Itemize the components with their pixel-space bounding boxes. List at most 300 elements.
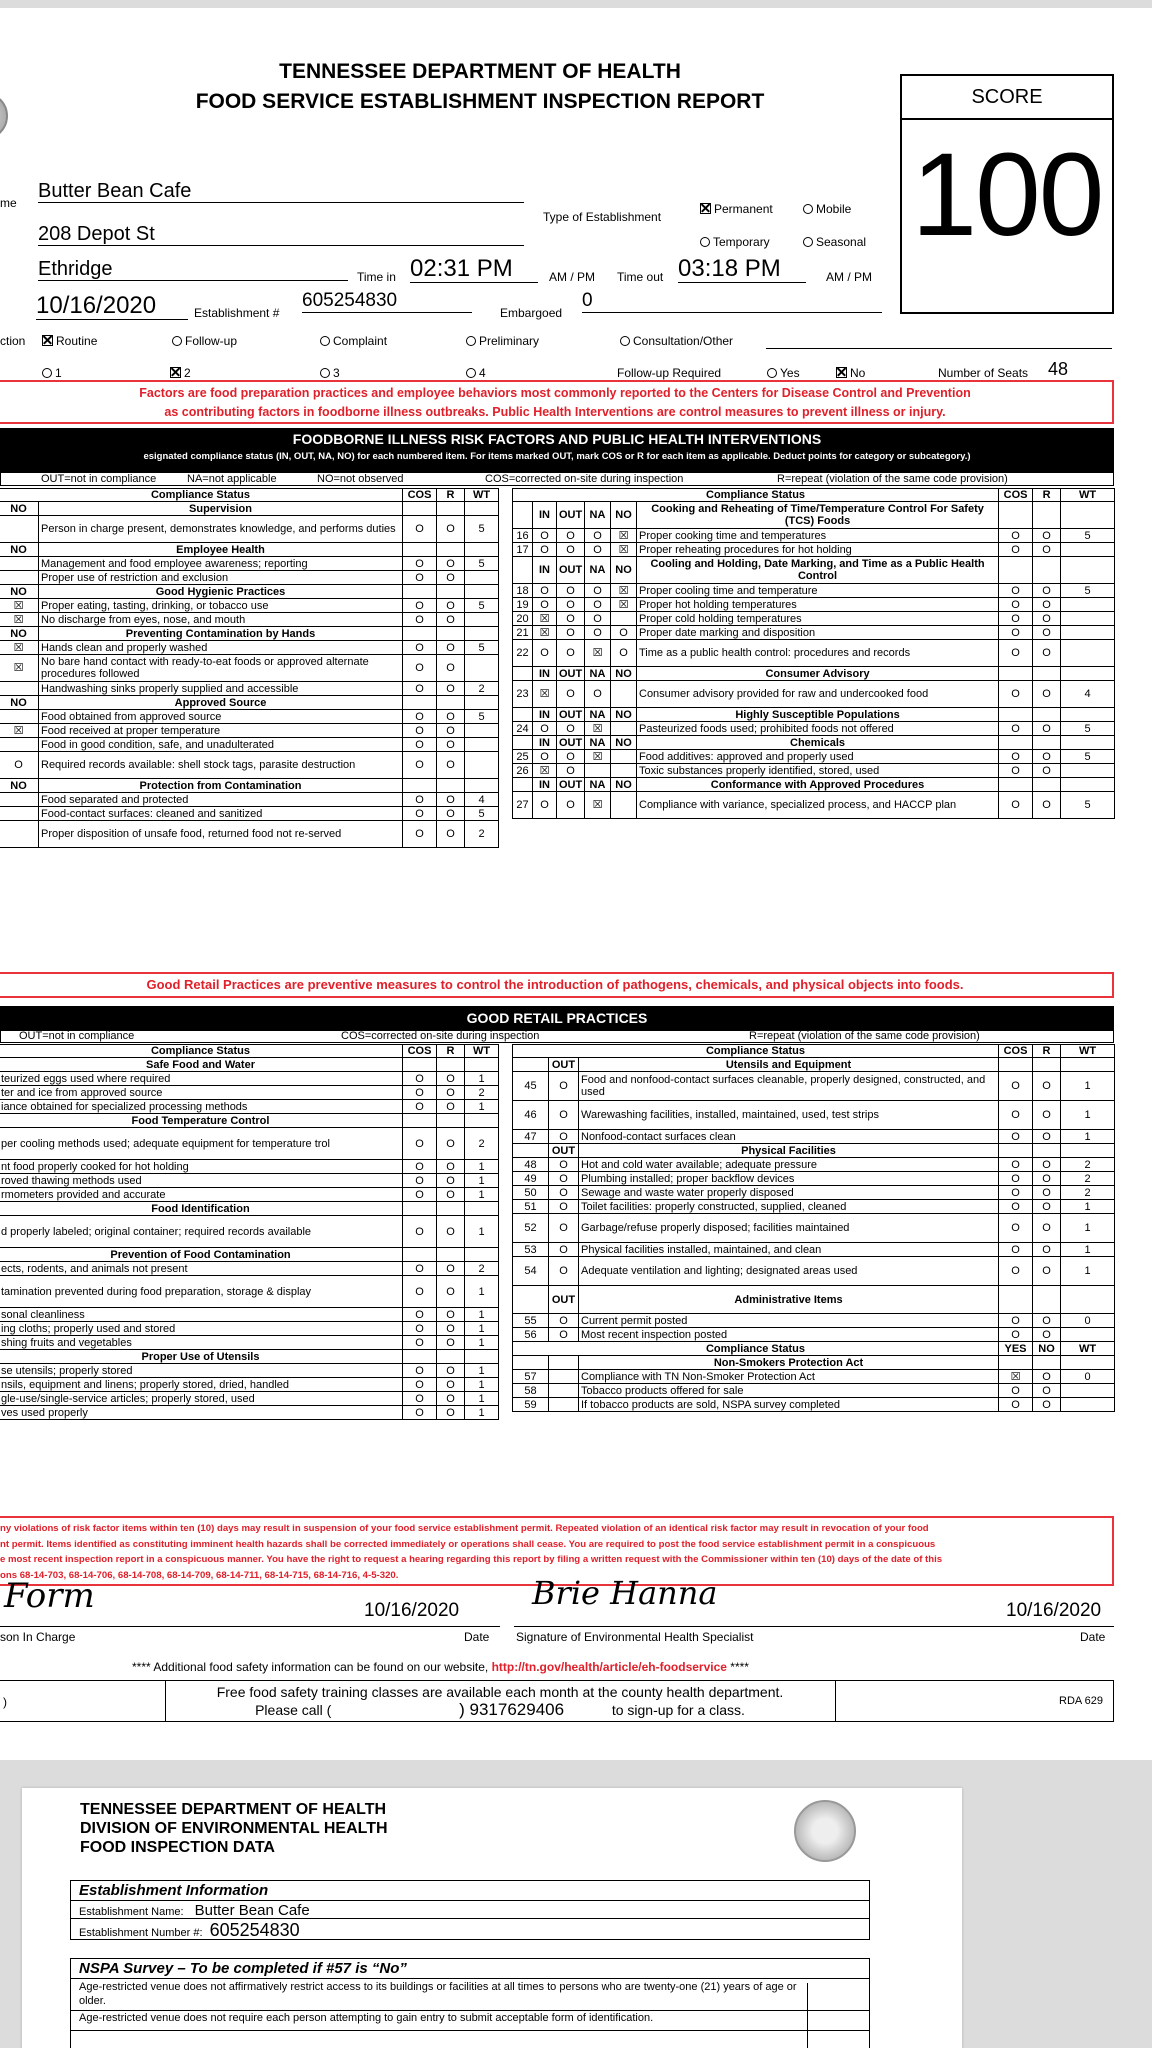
out-mark[interactable]: O [557, 722, 585, 736]
out-mark[interactable]: O [557, 640, 585, 667]
r-cell [437, 585, 465, 599]
purpose-routine[interactable] [42, 334, 97, 348]
item-number: 54 [513, 1257, 549, 1286]
out-mark[interactable]: O [549, 1158, 579, 1172]
cos-radio[interactable]: O [403, 1364, 437, 1378]
establishment-name-field[interactable]: Butter Bean Cafe [38, 180, 524, 203]
no-mark[interactable] [611, 612, 637, 626]
yes-mark[interactable]: O [999, 1384, 1033, 1398]
out-mark[interactable]: O [557, 792, 585, 819]
item-number: 56 [513, 1328, 549, 1342]
out-mark[interactable]: O [557, 750, 585, 764]
retail-legend-bar [0, 1030, 1114, 1043]
r-radio[interactable]: O [1033, 1158, 1061, 1172]
r-radio[interactable]: O [1033, 750, 1061, 764]
r-radio[interactable]: O [1033, 626, 1061, 640]
nspa-q2 [71, 2011, 869, 2031]
na-mark[interactable]: ☒ [585, 722, 611, 736]
r-radio[interactable]: O [437, 1322, 465, 1336]
no-mark[interactable] [611, 681, 637, 708]
person-in-charge-signature[interactable]: Form [4, 1576, 95, 1616]
cos-radio[interactable]: O [999, 1101, 1033, 1130]
status-mark[interactable] [0, 557, 39, 571]
item-description: Proper cooling time and temperature [637, 584, 999, 598]
status-mark[interactable] [0, 807, 39, 821]
cos-radio[interactable]: O [403, 1308, 437, 1322]
cos-radio[interactable]: O [403, 1100, 437, 1114]
table-row [0, 1072, 499, 1086]
r-radio[interactable]: O [437, 557, 465, 571]
status-mark[interactable]: ☒ [0, 655, 39, 682]
cos-radio[interactable]: O [403, 793, 437, 807]
section-title: Cooking and Reheating of Time/Temperature Control For Safety (TCS) Foods [637, 502, 999, 529]
cos-radio[interactable]: O [403, 557, 437, 571]
out-mark[interactable] [549, 1398, 579, 1412]
wt-cell [1061, 1286, 1115, 1314]
followup-yes[interactable] [767, 366, 800, 380]
r-radio[interactable]: O [1033, 1314, 1061, 1328]
item-description: Proper cooking time and temperatures [637, 529, 999, 543]
out-mark[interactable]: O [557, 529, 585, 543]
cos-radio[interactable]: O [403, 821, 437, 848]
item-description: Food separated and protected [39, 793, 403, 807]
no-mark[interactable]: ☒ [611, 584, 637, 598]
out-mark[interactable] [549, 1384, 579, 1398]
section-title: Utensils and Equipment [579, 1058, 999, 1072]
in-mark[interactable]: O [533, 584, 557, 598]
wt-cell [1061, 1144, 1115, 1158]
r-radio[interactable]: O [437, 682, 465, 696]
in-mark[interactable]: O [533, 792, 557, 819]
r-cell [1033, 1058, 1061, 1072]
out-mark[interactable]: O [549, 1257, 579, 1286]
type-temporary[interactable] [700, 235, 770, 249]
na-mark[interactable]: ☒ [585, 792, 611, 819]
cos-radio[interactable]: O [999, 1328, 1033, 1342]
cos-radio[interactable]: O [999, 1200, 1033, 1214]
r-radio[interactable]: O [437, 1336, 465, 1350]
weight-cell: 1 [465, 1392, 499, 1406]
no-mark[interactable] [611, 792, 637, 819]
legend-cos: COS=corrected on-site during inspection [485, 473, 684, 485]
retail-legend-r: R=repeat (violation of the same code provision) [749, 1030, 980, 1042]
in-mark[interactable]: ☒ [533, 764, 557, 778]
foodborne-subtitle: esignated compliance status (IN, OUT, NA, NO) for each numbered item. For items marked OUT, mark COS or R for each item as applicable. Deduct points for category or subcategory.) [143, 451, 971, 462]
r-radio[interactable]: O [1033, 1072, 1061, 1101]
r-radio[interactable]: O [1033, 681, 1061, 708]
out-mark[interactable] [549, 1370, 579, 1384]
na-mark[interactable]: O [585, 681, 611, 708]
r-radio[interactable]: O [1033, 1243, 1061, 1257]
cos-radio[interactable]: O [403, 1336, 437, 1350]
r-radio[interactable]: O [437, 516, 465, 543]
cos-radio[interactable]: O [999, 1130, 1033, 1144]
no-mark[interactable] [611, 722, 637, 736]
r-radio[interactable]: O [1033, 1172, 1061, 1186]
weight-cell: 1 [465, 1072, 499, 1086]
cos-radio[interactable]: O [999, 722, 1033, 736]
r-cell [437, 1058, 465, 1072]
r-radio[interactable]: O [437, 724, 465, 738]
seats-label: Number of Seats [938, 366, 1029, 380]
weight-cell: 5 [1061, 584, 1115, 598]
status-mark[interactable]: O [0, 752, 39, 779]
score-label: SCORE [902, 76, 1112, 120]
cos-radio[interactable]: O [999, 792, 1033, 819]
r-radio[interactable]: O [437, 710, 465, 724]
out-mark[interactable]: O [549, 1130, 579, 1144]
type-permanent[interactable] [700, 202, 773, 216]
cos-radio[interactable]: O [403, 1216, 437, 1248]
cos-radio[interactable]: O [403, 1188, 437, 1202]
r-radio[interactable]: O [1033, 764, 1061, 778]
cos-radio[interactable]: O [403, 613, 437, 627]
wt-cell [465, 627, 499, 641]
cos-radio[interactable]: O [403, 752, 437, 779]
cos-radio[interactable]: O [999, 1257, 1033, 1286]
no-mark[interactable] [611, 750, 637, 764]
website-link[interactable]: http://tn.gov/health/article/eh-foodservice [491, 1660, 727, 1674]
cos-radio[interactable]: O [999, 626, 1033, 640]
r-radio[interactable]: O [1033, 1186, 1061, 1200]
risk-notice-line1: Factors are food preparation practices and employee behaviors most commonly reported to the Centers for Disease Control and Prevention [139, 386, 971, 400]
r-radio[interactable]: O [1033, 1200, 1061, 1214]
out-mark[interactable]: O [549, 1243, 579, 1257]
cos-radio[interactable]: O [403, 516, 437, 543]
item-description: roved thawing methods used [0, 1174, 403, 1188]
in-mark[interactable]: O [533, 722, 557, 736]
status-mark[interactable] [0, 571, 39, 585]
time-out-field[interactable]: 03:18 PM [678, 256, 806, 283]
weight-cell: 1 [465, 1160, 499, 1174]
r-radio[interactable]: O [1033, 1328, 1061, 1342]
weight-cell: 1 [465, 1308, 499, 1322]
status-mark[interactable]: ☒ [0, 641, 39, 655]
cos-radio[interactable]: O [403, 1406, 437, 1420]
item-number: 22 [513, 640, 533, 667]
cos-radio[interactable]: O [403, 1086, 437, 1100]
out-mark[interactable]: O [557, 681, 585, 708]
yes-mark[interactable]: ☒ [999, 1370, 1033, 1384]
out-header [549, 1356, 579, 1370]
cos-radio[interactable]: O [999, 598, 1033, 612]
cos-radio[interactable]: O [403, 641, 437, 655]
cos-radio[interactable]: O [999, 1172, 1033, 1186]
cos-radio[interactable]: O [999, 1158, 1033, 1172]
in-mark[interactable]: ☒ [533, 626, 557, 640]
section-title: Prevention of Food Contamination [0, 1248, 403, 1262]
cos-radio[interactable]: O [403, 1128, 437, 1160]
cos-radio[interactable]: O [403, 1262, 437, 1276]
status-mark[interactable]: ☒ [0, 613, 39, 627]
r-radio[interactable]: O [1033, 598, 1061, 612]
no-mark[interactable] [611, 764, 637, 778]
no-mark[interactable]: ☒ [611, 529, 637, 543]
r-radio[interactable]: O [1033, 529, 1061, 543]
out-mark[interactable]: O [549, 1314, 579, 1328]
table-row [513, 584, 1115, 598]
weight-cell [1061, 1384, 1115, 1398]
status-mark[interactable]: ☒ [0, 724, 39, 738]
ehs-signature[interactable]: Brie Hanna [532, 1574, 718, 1612]
cos-radio[interactable]: O [999, 640, 1033, 667]
status-mark[interactable]: ☒ [0, 599, 39, 613]
out-mark[interactable]: O [557, 543, 585, 557]
section-title: Conformance with Approved Procedures [637, 778, 999, 792]
r-radio[interactable]: O [1033, 1130, 1061, 1144]
cos-radio[interactable]: O [999, 584, 1033, 598]
cos-radio[interactable]: O [999, 1072, 1033, 1101]
out-mark[interactable]: O [549, 1172, 579, 1186]
training-phone[interactable]: ) 9317629406 [459, 1700, 565, 1719]
cos-radio[interactable]: O [999, 612, 1033, 626]
yes-mark[interactable]: O [999, 1398, 1033, 1412]
section-title: Food Identification [0, 1202, 403, 1216]
in-mark[interactable]: ☒ [533, 612, 557, 626]
no-mark[interactable]: O [611, 640, 637, 667]
no-mark[interactable]: O [1033, 1398, 1061, 1412]
out-mark[interactable]: O [549, 1214, 579, 1243]
na-mark[interactable]: O [585, 612, 611, 626]
cos-radio[interactable]: O [999, 1314, 1033, 1328]
table-row [0, 516, 499, 543]
address-field[interactable]: 208 Depot St [38, 223, 524, 246]
table-row [513, 764, 1115, 778]
cos-radio[interactable]: O [403, 1276, 437, 1308]
legend-out: OUT=not in compliance [41, 473, 157, 485]
out-mark[interactable]: O [557, 626, 585, 640]
in-mark[interactable]: O [533, 598, 557, 612]
cos-cell [403, 585, 437, 599]
item-number: 48 [513, 1158, 549, 1172]
city-field[interactable]: Ethridge [38, 258, 348, 281]
na-mark[interactable]: O [585, 529, 611, 543]
r-header: R [437, 489, 465, 502]
out-header: OUT [557, 667, 585, 681]
cos-cell [999, 778, 1033, 792]
time-in-field[interactable]: 02:31 PM [410, 256, 538, 283]
training-divider-left [165, 1681, 166, 1721]
yes-header: YES [999, 1342, 1033, 1356]
out-mark[interactable]: O [549, 1072, 579, 1101]
r-radio[interactable]: O [437, 1072, 465, 1086]
no-mark[interactable]: O [1033, 1370, 1061, 1384]
cos-radio[interactable]: O [403, 807, 437, 821]
legend-no: NO=not observed [317, 473, 404, 485]
r-radio[interactable]: O [437, 571, 465, 585]
cos-radio[interactable]: O [999, 1214, 1033, 1243]
item-description: per cooling methods used; adequate equipment for temperature trol [0, 1128, 403, 1160]
na-mark[interactable]: O [585, 626, 611, 640]
no-mark[interactable]: ☒ [611, 543, 637, 557]
no-mark[interactable]: O [1033, 1384, 1061, 1398]
r-radio[interactable]: O [437, 1216, 465, 1248]
status-mark[interactable] [0, 793, 39, 807]
cos-radio[interactable]: O [403, 738, 437, 752]
na-mark[interactable]: ☒ [585, 750, 611, 764]
cos-radio[interactable]: O [403, 571, 437, 585]
r-radio[interactable]: O [1033, 543, 1061, 557]
wt-cell [465, 1058, 499, 1072]
r-radio[interactable]: O [437, 1262, 465, 1276]
r-radio[interactable]: O [1033, 1101, 1061, 1130]
risk-cat-2[interactable] [170, 366, 191, 380]
cos-radio[interactable]: O [403, 724, 437, 738]
r-radio[interactable]: O [437, 1364, 465, 1378]
r-radio[interactable]: O [437, 599, 465, 613]
legal-line4: ons 68-14-703, 68-14-706, 68-14-708, 68-14-709, 68-14-711, 68-14-715, 68-14-716, 4-5-320. [0, 1569, 399, 1581]
out-mark[interactable]: O [549, 1101, 579, 1130]
weight-cell: 5 [465, 807, 499, 821]
weight-cell [1061, 598, 1115, 612]
no-mark[interactable]: O [611, 626, 637, 640]
out-mark[interactable]: O [549, 1200, 579, 1214]
cos-radio[interactable]: O [999, 1243, 1033, 1257]
item-description: ves used properly [0, 1406, 403, 1420]
cos-radio[interactable]: O [999, 764, 1033, 778]
cos-radio[interactable]: O [403, 710, 437, 724]
wt-header: WT [465, 1045, 499, 1058]
cos-radio[interactable]: O [403, 1392, 437, 1406]
out-mark[interactable]: O [557, 584, 585, 598]
weight-cell: 2 [1061, 1172, 1115, 1186]
type-temporary-label: Temporary [713, 235, 770, 249]
cos-radio[interactable]: O [999, 750, 1033, 764]
table-row [513, 1200, 1115, 1214]
status-cell: NO [0, 696, 39, 710]
cos-radio[interactable]: O [403, 655, 437, 682]
r-radio[interactable]: O [437, 1188, 465, 1202]
r-radio[interactable]: O [437, 1128, 465, 1160]
out-mark[interactable]: O [557, 598, 585, 612]
followup-no[interactable] [836, 366, 865, 380]
r-radio[interactable]: O [437, 1378, 465, 1392]
purpose-preliminary[interactable] [466, 334, 539, 348]
cos-radio[interactable]: O [403, 1072, 437, 1086]
na-mark[interactable]: ☒ [585, 640, 611, 667]
r-radio[interactable]: O [437, 1100, 465, 1114]
purpose-complaint[interactable] [320, 334, 387, 348]
r-radio[interactable]: O [437, 738, 465, 752]
na-mark[interactable]: O [585, 598, 611, 612]
r-radio[interactable]: O [1033, 722, 1061, 736]
in-mark[interactable]: O [533, 640, 557, 667]
r-radio[interactable]: O [437, 807, 465, 821]
r-radio[interactable]: O [437, 793, 465, 807]
r-radio[interactable]: O [437, 1086, 465, 1100]
page2-h2: DIVISION OF ENVIRONMENTAL HEALTH [80, 1820, 388, 1837]
risk-cat-4[interactable] [466, 366, 486, 380]
na-mark[interactable]: O [585, 543, 611, 557]
type-mobile[interactable] [803, 202, 851, 216]
risk-cat-3[interactable] [320, 366, 340, 380]
r-radio[interactable]: O [1033, 792, 1061, 819]
embargoed-label: Embargoed [500, 306, 563, 320]
seats-field[interactable]: 48 [1048, 358, 1112, 381]
cos-radio[interactable]: O [403, 682, 437, 696]
no-mark[interactable]: ☒ [611, 598, 637, 612]
weight-cell [1061, 626, 1115, 640]
in-mark[interactable]: O [533, 750, 557, 764]
item-description: Compliance with TN Non-Smoker Protection Act [579, 1370, 999, 1384]
wt-cell [1061, 1356, 1115, 1370]
status-mark[interactable] [0, 821, 39, 848]
r-radio[interactable]: O [437, 821, 465, 848]
cos-radio[interactable]: O [403, 1160, 437, 1174]
purpose-consultation[interactable] [620, 334, 733, 348]
website-info-suffix: **** [730, 1660, 749, 1674]
num-cell [513, 708, 533, 722]
weight-cell [1061, 1328, 1115, 1342]
in-mark[interactable]: O [533, 543, 557, 557]
r-radio[interactable]: O [437, 1392, 465, 1406]
out-mark[interactable]: O [557, 764, 585, 778]
r-radio[interactable]: O [1033, 1257, 1061, 1286]
inspection-date-field[interactable]: 10/16/2020 [36, 293, 188, 320]
purpose-followup[interactable] [172, 334, 237, 348]
r-radio[interactable]: O [1033, 1214, 1061, 1243]
na-mark[interactable]: O [585, 584, 611, 598]
item-number: 47 [513, 1130, 549, 1144]
out-mark[interactable]: O [549, 1186, 579, 1200]
r-radio[interactable]: O [437, 1308, 465, 1322]
status-mark[interactable] [0, 738, 39, 752]
table-row [0, 1378, 499, 1392]
r-radio[interactable]: O [1033, 640, 1061, 667]
cos-radio[interactable]: O [403, 1322, 437, 1336]
wt-cell [1061, 557, 1115, 584]
cos-radio[interactable]: O [999, 543, 1033, 557]
status-mark[interactable] [0, 710, 39, 724]
item-description: ter and ice from approved source [0, 1086, 403, 1100]
out-header: OUT [557, 736, 585, 750]
status-mark[interactable] [0, 516, 39, 543]
r-radio[interactable]: O [1033, 584, 1061, 598]
table-row [513, 1257, 1115, 1286]
r-radio[interactable]: O [437, 1174, 465, 1188]
embargoed-field[interactable]: 0 [582, 290, 882, 313]
table-row [0, 793, 499, 807]
cos-radio[interactable]: O [403, 1378, 437, 1392]
r-radio[interactable]: O [437, 752, 465, 779]
out-mark[interactable]: O [557, 612, 585, 626]
cos-radio[interactable]: O [403, 599, 437, 613]
type-seasonal[interactable] [803, 235, 866, 249]
risk-cat-1[interactable] [42, 366, 62, 380]
compliance-status-header: Compliance Status [513, 1045, 999, 1058]
cos-radio[interactable]: O [999, 529, 1033, 543]
r-radio[interactable]: O [437, 1406, 465, 1420]
cos-radio[interactable]: O [403, 1174, 437, 1188]
cos-radio[interactable]: O [999, 1186, 1033, 1200]
r-cell [437, 1350, 465, 1364]
item-description: Person in charge present, demonstrates knowledge, and performs duties [39, 516, 403, 543]
establishment-number-field[interactable]: 605254830 [302, 290, 472, 313]
nspa-survey-box [70, 1958, 870, 2048]
na-mark[interactable] [585, 764, 611, 778]
r-radio[interactable]: O [437, 655, 465, 682]
in-mark[interactable]: ☒ [533, 681, 557, 708]
r-radio[interactable]: O [437, 613, 465, 627]
r-radio[interactable]: O [437, 1276, 465, 1308]
r-radio[interactable]: O [1033, 612, 1061, 626]
r-radio[interactable]: O [437, 641, 465, 655]
cos-radio[interactable]: O [999, 681, 1033, 708]
in-mark[interactable]: O [533, 529, 557, 543]
status-mark[interactable] [0, 682, 39, 696]
out-mark[interactable]: O [549, 1328, 579, 1342]
r-radio[interactable]: O [437, 1160, 465, 1174]
